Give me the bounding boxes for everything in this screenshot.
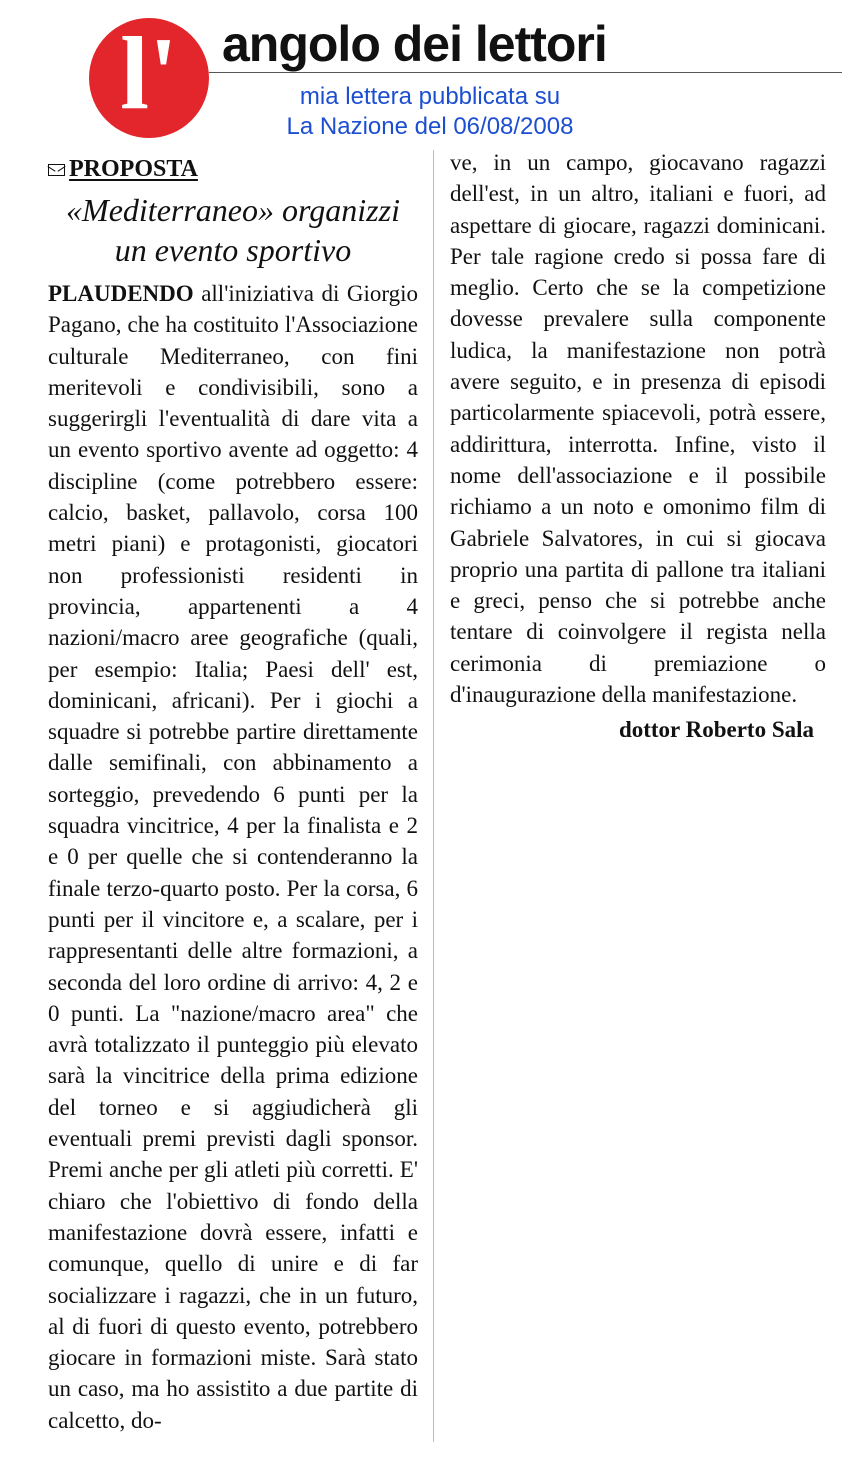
lead-word: PLAUDENDO bbox=[48, 281, 194, 306]
author-signature: dottor Roberto Sala bbox=[618, 717, 814, 743]
article-column-right bbox=[450, 147, 826, 746]
headline-line-1: «Mediterraneo» organizzi bbox=[66, 192, 400, 228]
header-rule bbox=[209, 72, 842, 73]
envelope-icon bbox=[48, 164, 65, 176]
headline-line-2: un evento sportivo bbox=[114, 232, 352, 268]
publication-note-line2: La Nazione del 06/08/2008 bbox=[286, 113, 574, 140]
kicker bbox=[48, 152, 418, 188]
section-title: angolo dei lettori bbox=[222, 16, 607, 72]
article-headline bbox=[48, 190, 418, 270]
body-text-left: all'iniziativa di Giorgio Pagano, che ha costituito l'Associazione culturale Mediterraneo, con fini meritevoli e condivisibili, sono a suggerirgli l'eventualità di dare vita a un evento sportivo avente ad oggetto: 4 discipline (come potrebbero essere: calcio, basket, pallavolo, corsa 100 metri piani) e protagonisti, giocatori non professionisti residenti in provincia, appartenenti a 4 nazioni/macro aree geografiche (quali, per esempio: Italia; Paesi dell' est, dominicani, africani). Per i giochi a squadre si potrebbe partire direttamente dalle semifinali, con abbinamento a sorteggio, prevedendo 6 punti per la squadra vincitrice, 4 per la finalista e 2 e 0 per quelle che si contenderanno la finale terzo-quarto posto. Per la corsa, 6 punti per il vincitore e, a scalare, per i rappresentanti delle altre formazioni, a seconda del loro ordine di arrivo: 4, 2 e 0 punti. La "nazione/macro area" che avrà totalizzato il punteggio più elevato sarà la vincitrice della prima edizione del torneo e si aggiudicherà gli eventuali premi previsti dagli sponsor. Premi anche per gli atleti più corretti. E' chiaro che l'obiettivo di fondo della manifestazione dovrà essere, infatti e comunque, quello di unire e di far socializzare i ragazzi, che in un futuro, al di fuori di questo evento, potrebbero giocare in formazioni miste. Sarà stato un caso, ma ho assistito a due partite di calcetto, do- bbox=[48, 281, 418, 1433]
logo-letter: l' bbox=[120, 16, 178, 131]
section-logo bbox=[89, 18, 209, 138]
article-body-left bbox=[48, 278, 418, 1436]
publication-note bbox=[240, 82, 620, 142]
article-column-left bbox=[48, 152, 418, 1436]
kicker-label: PROPOSTA bbox=[69, 156, 198, 183]
column-divider bbox=[433, 150, 434, 1442]
article-body-right: ve, in un campo, giocavano ragazzi dell'est, in un altro, italiani e fuori, ad aspettare di giocare, ragazzi dominicani. Per tale ragione credo si possa fare di meglio. Certo che se la competizione dovesse prevalere sulla componente ludica, la manifestazione non potrà avere seguito, e in presenza di episodi particolarmente spiacevoli, potrà essere, addirittura, interrotta. Infine, visto il nome dell'associazione e il possibile richiamo a un noto e omonimo film di Gabriele Salvatores, in cui si giocava proprio una partita di pallone tra italiani e greci, penso che si potrebbe anche tentare di coinvolgere il regista nella cerimonia di premiazione o d'inaugurazione della manifestazione. bbox=[450, 150, 826, 708]
publication-note-line1: mia lettera pubblicata su bbox=[299, 83, 561, 110]
